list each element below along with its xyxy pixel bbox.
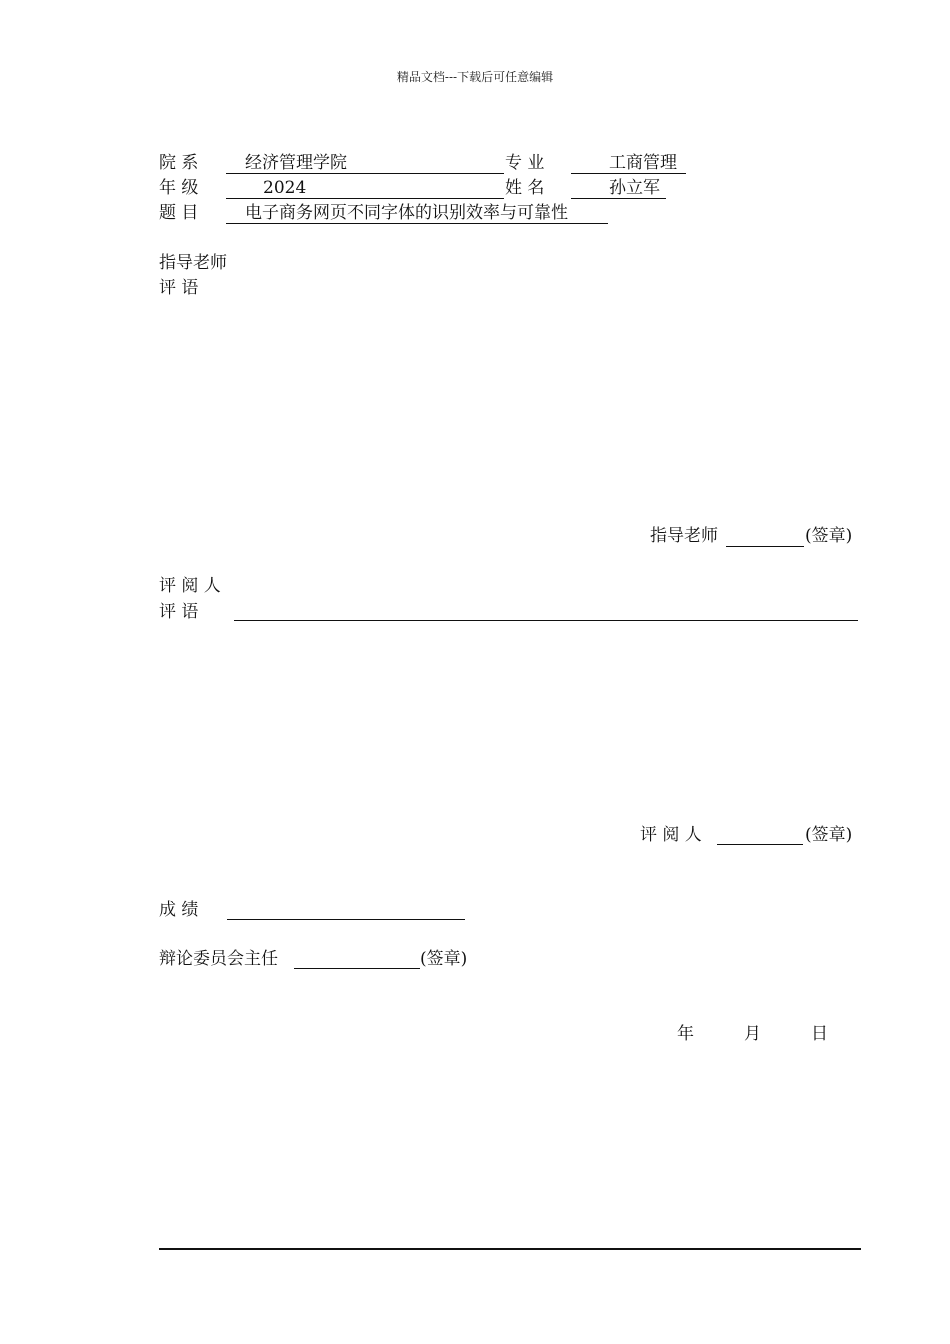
reviewer-sign-suffix: (签章) (805, 825, 853, 845)
dept-label: 院 系 (159, 153, 199, 173)
page-header: 精品文档---下载后可任意编辑 (396, 70, 554, 84)
major-label: 专 业 (505, 153, 545, 173)
name-value: 孙立军 (609, 178, 660, 198)
reviewer-sign-line[interactable] (717, 844, 803, 845)
date-month: 月 (744, 1024, 761, 1044)
grade-label: 年 级 (159, 178, 199, 198)
committee-label: 辩论委员会主任 (159, 949, 278, 969)
major-underline (571, 173, 686, 174)
advisor-sign-line[interactable] (726, 546, 804, 547)
reviewer-comment-label: 评 语 (159, 602, 199, 622)
date-day: 日 (811, 1024, 828, 1044)
reviewer-sign-label: 评 阅 人 (640, 825, 702, 845)
score-label: 成 绩 (159, 900, 199, 920)
advisor-comment-label: 评 语 (159, 278, 199, 298)
dept-value: 经济管理学院 (245, 153, 347, 173)
topic-label: 题 目 (159, 203, 199, 223)
topic-value: 电子商务网页不同字体的识别效率与可靠性 (245, 203, 568, 223)
grade-underline (226, 198, 504, 199)
name-label: 姓 名 (505, 178, 545, 198)
grade-value: 2024 (263, 178, 307, 198)
advisor-sign-suffix: (签章) (805, 526, 853, 546)
dept-underline (226, 173, 504, 174)
score-line[interactable] (227, 919, 465, 920)
reviewer-label: 评 阅 人 (159, 576, 221, 596)
topic-underline (226, 223, 608, 224)
reviewer-comment-line[interactable] (234, 620, 858, 621)
major-value: 工商管理 (609, 153, 677, 173)
advisor-label: 指导老师 (159, 253, 227, 273)
committee-sign-suffix: (签章) (420, 949, 468, 969)
advisor-sign-label: 指导老师 (650, 526, 718, 546)
committee-sign-line[interactable] (294, 968, 420, 969)
footer-divider (159, 1248, 861, 1250)
name-underline (571, 198, 666, 199)
date-year: 年 (677, 1024, 694, 1044)
